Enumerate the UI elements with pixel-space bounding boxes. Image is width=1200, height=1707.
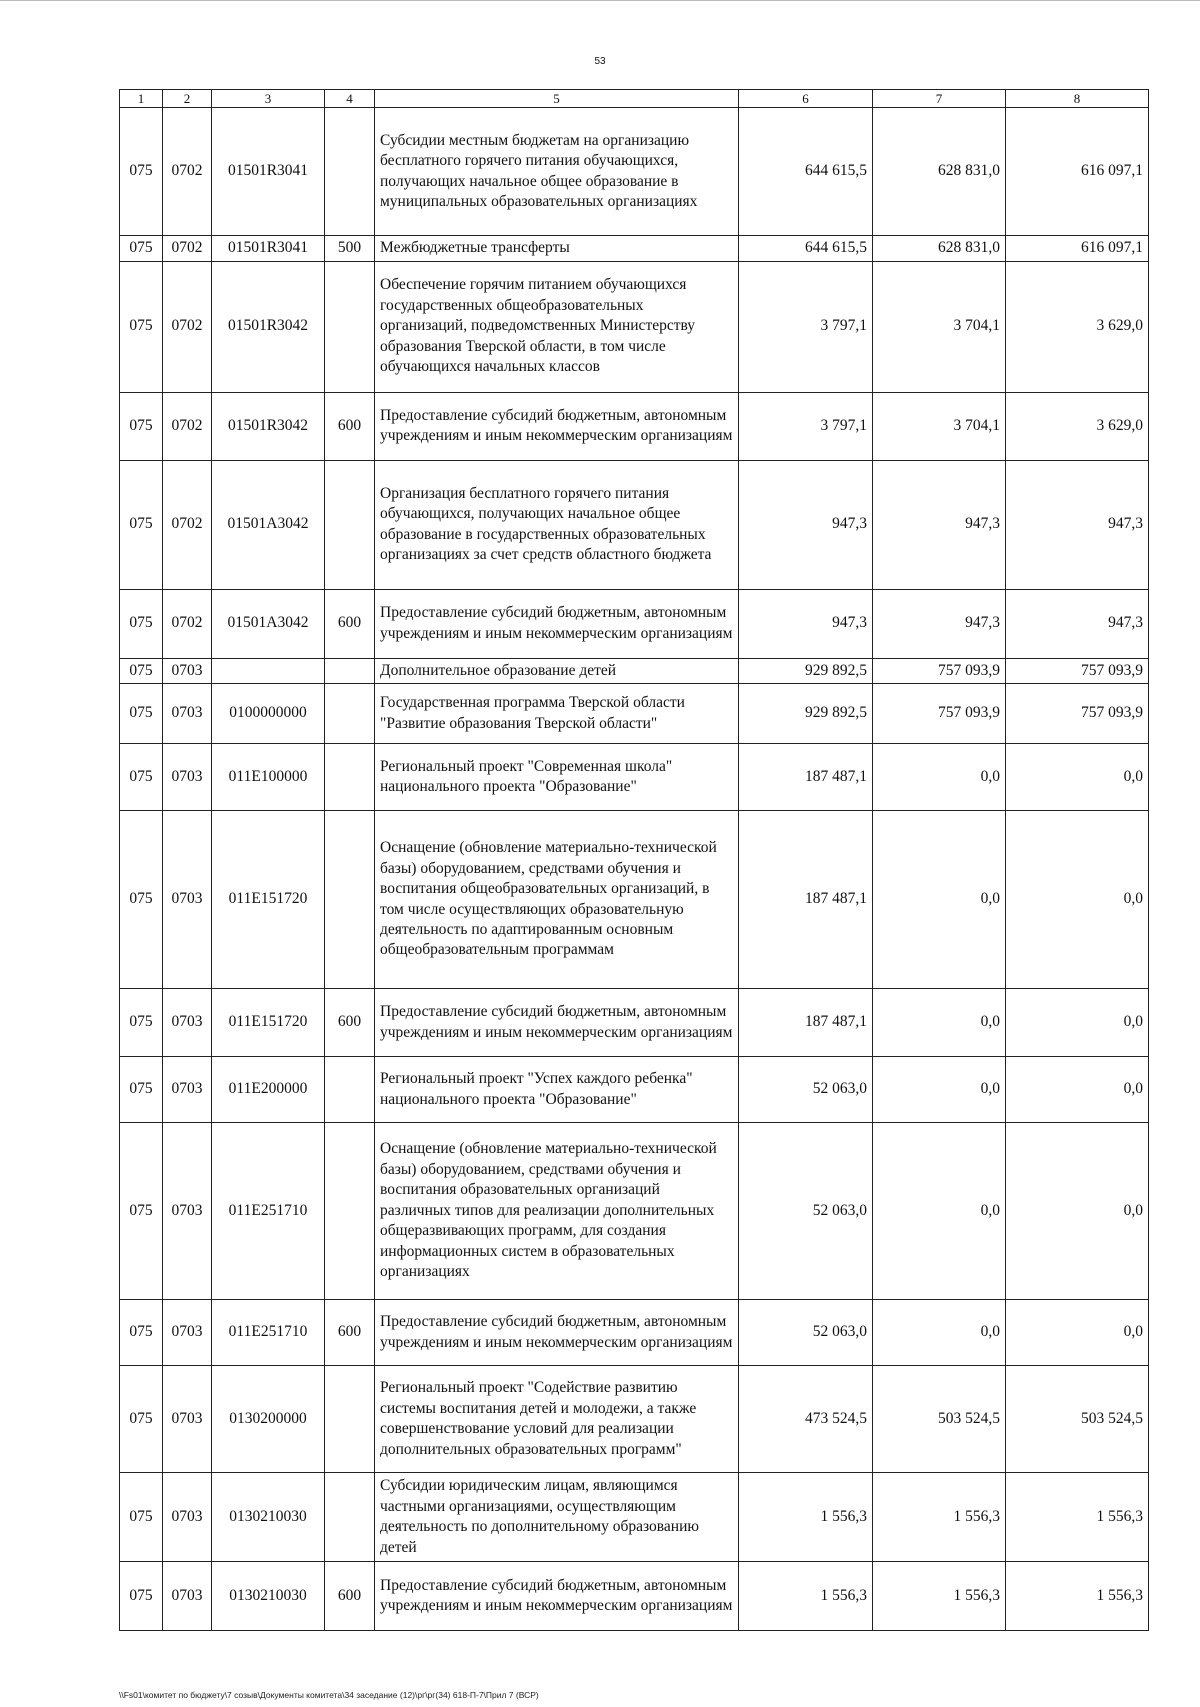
admin-code-cell: 075 <box>120 1562 163 1631</box>
table-row <box>120 108 1149 236</box>
table-row <box>120 261 1149 392</box>
page-number: 53 <box>594 56 606 67</box>
section-code-cell: 0703 <box>163 744 212 811</box>
table-row <box>120 684 1149 744</box>
amount-2025-cell: 503 524,5 <box>1006 1366 1149 1473</box>
target-code-cell: 011E151720 <box>212 989 325 1057</box>
target-code-cell: 0130210030 <box>212 1473 325 1562</box>
amount-2025-cell: 616 097,1 <box>1006 108 1149 236</box>
description-cell: Оснащение (обновление материально-технической базы) оборудованием, средствами обучения и воспитания образовательных организаций различных типов для реализации дополнительных общеразвивающих программ, для создания информационных систем в образовательных организациях <box>375 1123 739 1300</box>
amount-2023-cell: 929 892,5 <box>739 658 873 683</box>
expense-type-cell: 600 <box>325 589 375 658</box>
amount-2023-cell: 947,3 <box>739 460 873 589</box>
target-code-cell: 0130200000 <box>212 1366 325 1473</box>
section-code-cell: 0703 <box>163 1366 212 1473</box>
column-header-6: 6 <box>739 90 873 108</box>
amount-2024-cell: 1 556,3 <box>873 1562 1006 1631</box>
section-code-cell: 0702 <box>163 589 212 658</box>
amount-2025-cell: 0,0 <box>1006 1123 1149 1300</box>
section-code-cell: 0703 <box>163 1473 212 1562</box>
amount-2023-cell: 644 615,5 <box>739 236 873 261</box>
table-row <box>120 236 1149 261</box>
column-header-1: 1 <box>120 90 163 108</box>
admin-code-cell: 075 <box>120 1057 163 1123</box>
section-code-cell: 0703 <box>163 1562 212 1631</box>
amount-2023-cell: 1 556,3 <box>739 1473 873 1562</box>
table-body <box>120 108 1149 1631</box>
target-code-cell: 01501A3042 <box>212 589 325 658</box>
target-code-cell: 011E100000 <box>212 744 325 811</box>
amount-2024-cell: 947,3 <box>873 589 1006 658</box>
admin-code-cell: 075 <box>120 108 163 236</box>
description-cell: Субсидии местным бюджетам на организацию бесплатного горячего питания обучающихся, получающих начальное общее образование в муниципальных образовательных организациях <box>375 108 739 236</box>
amount-2024-cell: 0,0 <box>873 1300 1006 1366</box>
amount-2024-cell: 0,0 <box>873 1123 1006 1300</box>
target-code-cell: 01501R3042 <box>212 261 325 392</box>
table-row <box>120 392 1149 460</box>
amount-2025-cell: 0,0 <box>1006 1057 1149 1123</box>
section-code-cell: 0702 <box>163 108 212 236</box>
amount-2023-cell: 3 797,1 <box>739 261 873 392</box>
target-code-cell: 01501R3042 <box>212 392 325 460</box>
expense-type-cell <box>325 1366 375 1473</box>
amount-2024-cell: 0,0 <box>873 811 1006 989</box>
expense-type-cell: 600 <box>325 392 375 460</box>
scan-edge <box>0 0 1200 1</box>
target-code-cell <box>212 658 325 683</box>
amount-2025-cell: 0,0 <box>1006 811 1149 989</box>
target-code-cell: 011E200000 <box>212 1057 325 1123</box>
description-cell: Предоставление субсидий бюджетным, автономным учреждениям и иным некоммерческим организациям <box>375 392 739 460</box>
target-code-cell: 011E151720 <box>212 811 325 989</box>
amount-2023-cell: 52 063,0 <box>739 1057 873 1123</box>
description-cell: Региональный проект "Современная школа" национального проекта "Образование" <box>375 744 739 811</box>
amount-2024-cell: 0,0 <box>873 744 1006 811</box>
amount-2024-cell: 757 093,9 <box>873 684 1006 744</box>
header-row <box>120 90 1149 108</box>
amount-2023-cell: 644 615,5 <box>739 108 873 236</box>
amount-2025-cell: 3 629,0 <box>1006 392 1149 460</box>
admin-code-cell: 075 <box>120 236 163 261</box>
description-cell: Оснащение (обновление материально-технической базы) оборудованием, средствами обучения и воспитания общеобразовательных организаций, в том числе осуществляющих образовательную деятельность по адаптированным основным общеобразовательным программам <box>375 811 739 989</box>
amount-2025-cell: 3 629,0 <box>1006 261 1149 392</box>
expense-type-cell: 500 <box>325 236 375 261</box>
amount-2023-cell: 52 063,0 <box>739 1300 873 1366</box>
section-code-cell: 0702 <box>163 261 212 392</box>
expense-type-cell: 600 <box>325 989 375 1057</box>
admin-code-cell: 075 <box>120 811 163 989</box>
table-row <box>120 658 1149 683</box>
section-code-cell: 0702 <box>163 236 212 261</box>
table-row <box>120 1366 1149 1473</box>
column-header-8: 8 <box>1006 90 1149 108</box>
expense-type-cell <box>325 1123 375 1300</box>
target-code-cell: 011E251710 <box>212 1123 325 1300</box>
column-header-4: 4 <box>325 90 375 108</box>
amount-2024-cell: 628 831,0 <box>873 236 1006 261</box>
admin-code-cell: 075 <box>120 392 163 460</box>
amount-2023-cell: 187 487,1 <box>739 811 873 989</box>
section-code-cell: 0703 <box>163 1057 212 1123</box>
expense-type-cell <box>325 658 375 683</box>
column-header-3: 3 <box>212 90 325 108</box>
amount-2024-cell: 1 556,3 <box>873 1473 1006 1562</box>
admin-code-cell: 075 <box>120 1300 163 1366</box>
table-row <box>120 589 1149 658</box>
section-code-cell: 0703 <box>163 684 212 744</box>
amount-2025-cell: 0,0 <box>1006 1300 1149 1366</box>
target-code-cell: 0130210030 <box>212 1562 325 1631</box>
description-cell: Предоставление субсидий бюджетным, автономным учреждениям и иным некоммерческим организациям <box>375 1562 739 1631</box>
amount-2023-cell: 52 063,0 <box>739 1123 873 1300</box>
column-header-2: 2 <box>163 90 212 108</box>
description-cell: Региональный проект "Успех каждого ребенка" национального проекта "Образование" <box>375 1057 739 1123</box>
admin-code-cell: 075 <box>120 684 163 744</box>
description-cell: Предоставление субсидий бюджетным, автономным учреждениям и иным некоммерческим организациям <box>375 589 739 658</box>
amount-2024-cell: 0,0 <box>873 1057 1006 1123</box>
target-code-cell: 01501R3041 <box>212 108 325 236</box>
table-row <box>120 811 1149 989</box>
description-cell: Обеспечение горячим питанием обучающихся государственных общеобразовательных организаций, подведомственных Министерству образования Тверской области, в том числе обучающихся начальных классов <box>375 261 739 392</box>
amount-2025-cell: 1 556,3 <box>1006 1562 1149 1631</box>
table-row <box>120 1123 1149 1300</box>
amount-2023-cell: 947,3 <box>739 589 873 658</box>
amount-2024-cell: 757 093,9 <box>873 658 1006 683</box>
table-row <box>120 1300 1149 1366</box>
amount-2025-cell: 0,0 <box>1006 989 1149 1057</box>
amount-2024-cell: 628 831,0 <box>873 108 1006 236</box>
section-code-cell: 0702 <box>163 460 212 589</box>
expense-type-cell <box>325 684 375 744</box>
table-row <box>120 1473 1149 1562</box>
column-header-7: 7 <box>873 90 1006 108</box>
amount-2025-cell: 0,0 <box>1006 744 1149 811</box>
expense-type-cell <box>325 108 375 236</box>
description-cell: Государственная программа Тверской области "Развитие образования Тверской области" <box>375 684 739 744</box>
expense-type-cell <box>325 1473 375 1562</box>
file-path-footer: \\Fs01\комитет по бюджету\7 созыв\Документы комитета\34 заседание (12)\рг\рг(34) 618-П-7\Прил 7 (ВСР) <box>119 1690 539 1700</box>
admin-code-cell: 075 <box>120 460 163 589</box>
section-code-cell: 0703 <box>163 658 212 683</box>
target-code-cell: 01501A3042 <box>212 460 325 589</box>
expense-type-cell <box>325 811 375 989</box>
expense-type-cell <box>325 744 375 811</box>
amount-2025-cell: 757 093,9 <box>1006 658 1149 683</box>
amount-2025-cell: 616 097,1 <box>1006 236 1149 261</box>
amount-2023-cell: 187 487,1 <box>739 744 873 811</box>
admin-code-cell: 075 <box>120 261 163 392</box>
description-cell: Межбюджетные трансферты <box>375 236 739 261</box>
amount-2023-cell: 3 797,1 <box>739 392 873 460</box>
admin-code-cell: 075 <box>120 989 163 1057</box>
admin-code-cell: 075 <box>120 1123 163 1300</box>
expense-type-cell <box>325 1057 375 1123</box>
amount-2024-cell: 3 704,1 <box>873 261 1006 392</box>
section-code-cell: 0703 <box>163 1300 212 1366</box>
expense-type-cell <box>325 261 375 392</box>
admin-code-cell: 075 <box>120 744 163 811</box>
amount-2024-cell: 3 704,1 <box>873 392 1006 460</box>
section-code-cell: 0703 <box>163 989 212 1057</box>
amount-2024-cell: 503 524,5 <box>873 1366 1006 1473</box>
expense-type-cell: 600 <box>325 1300 375 1366</box>
admin-code-cell: 075 <box>120 1473 163 1562</box>
table-row <box>120 1057 1149 1123</box>
amount-2023-cell: 187 487,1 <box>739 989 873 1057</box>
admin-code-cell: 075 <box>120 589 163 658</box>
amount-2025-cell: 1 556,3 <box>1006 1473 1149 1562</box>
description-cell: Организация бесплатного горячего питания обучающихся, получающих начальное общее образование в государственных образовательных организациях за счет средств областного бюджета <box>375 460 739 589</box>
section-code-cell: 0703 <box>163 811 212 989</box>
expense-type-cell: 600 <box>325 1562 375 1631</box>
description-cell: Предоставление субсидий бюджетным, автономным учреждениям и иным некоммерческим организациям <box>375 989 739 1057</box>
section-code-cell: 0703 <box>163 1123 212 1300</box>
target-code-cell: 01501R3041 <box>212 236 325 261</box>
target-code-cell: 0100000000 <box>212 684 325 744</box>
column-header-5: 5 <box>375 90 739 108</box>
description-cell: Дополнительное образование детей <box>375 658 739 683</box>
description-cell: Предоставление субсидий бюджетным, автономным учреждениям и иным некоммерческим организациям <box>375 1300 739 1366</box>
description-cell: Субсидии юридическим лицам, являющимся частными организациями, осуществляющим деятельность по дополнительному образованию детей <box>375 1473 739 1562</box>
table-row <box>120 460 1149 589</box>
amount-2024-cell: 947,3 <box>873 460 1006 589</box>
table-row <box>120 1562 1149 1631</box>
budget-table <box>119 89 1149 1631</box>
admin-code-cell: 075 <box>120 658 163 683</box>
admin-code-cell: 075 <box>120 1366 163 1473</box>
table-row <box>120 744 1149 811</box>
expense-type-cell <box>325 460 375 589</box>
section-code-cell: 0702 <box>163 392 212 460</box>
description-cell: Региональный проект "Содействие развитию системы воспитания детей и молодежи, а также совершенствование условий для реализации дополнительных образовательных программ" <box>375 1366 739 1473</box>
amount-2023-cell: 473 524,5 <box>739 1366 873 1473</box>
amount-2025-cell: 947,3 <box>1006 460 1149 589</box>
amount-2024-cell: 0,0 <box>873 989 1006 1057</box>
amount-2023-cell: 1 556,3 <box>739 1562 873 1631</box>
amount-2023-cell: 929 892,5 <box>739 684 873 744</box>
table-row <box>120 989 1149 1057</box>
target-code-cell: 011E251710 <box>212 1300 325 1366</box>
amount-2025-cell: 947,3 <box>1006 589 1149 658</box>
amount-2025-cell: 757 093,9 <box>1006 684 1149 744</box>
